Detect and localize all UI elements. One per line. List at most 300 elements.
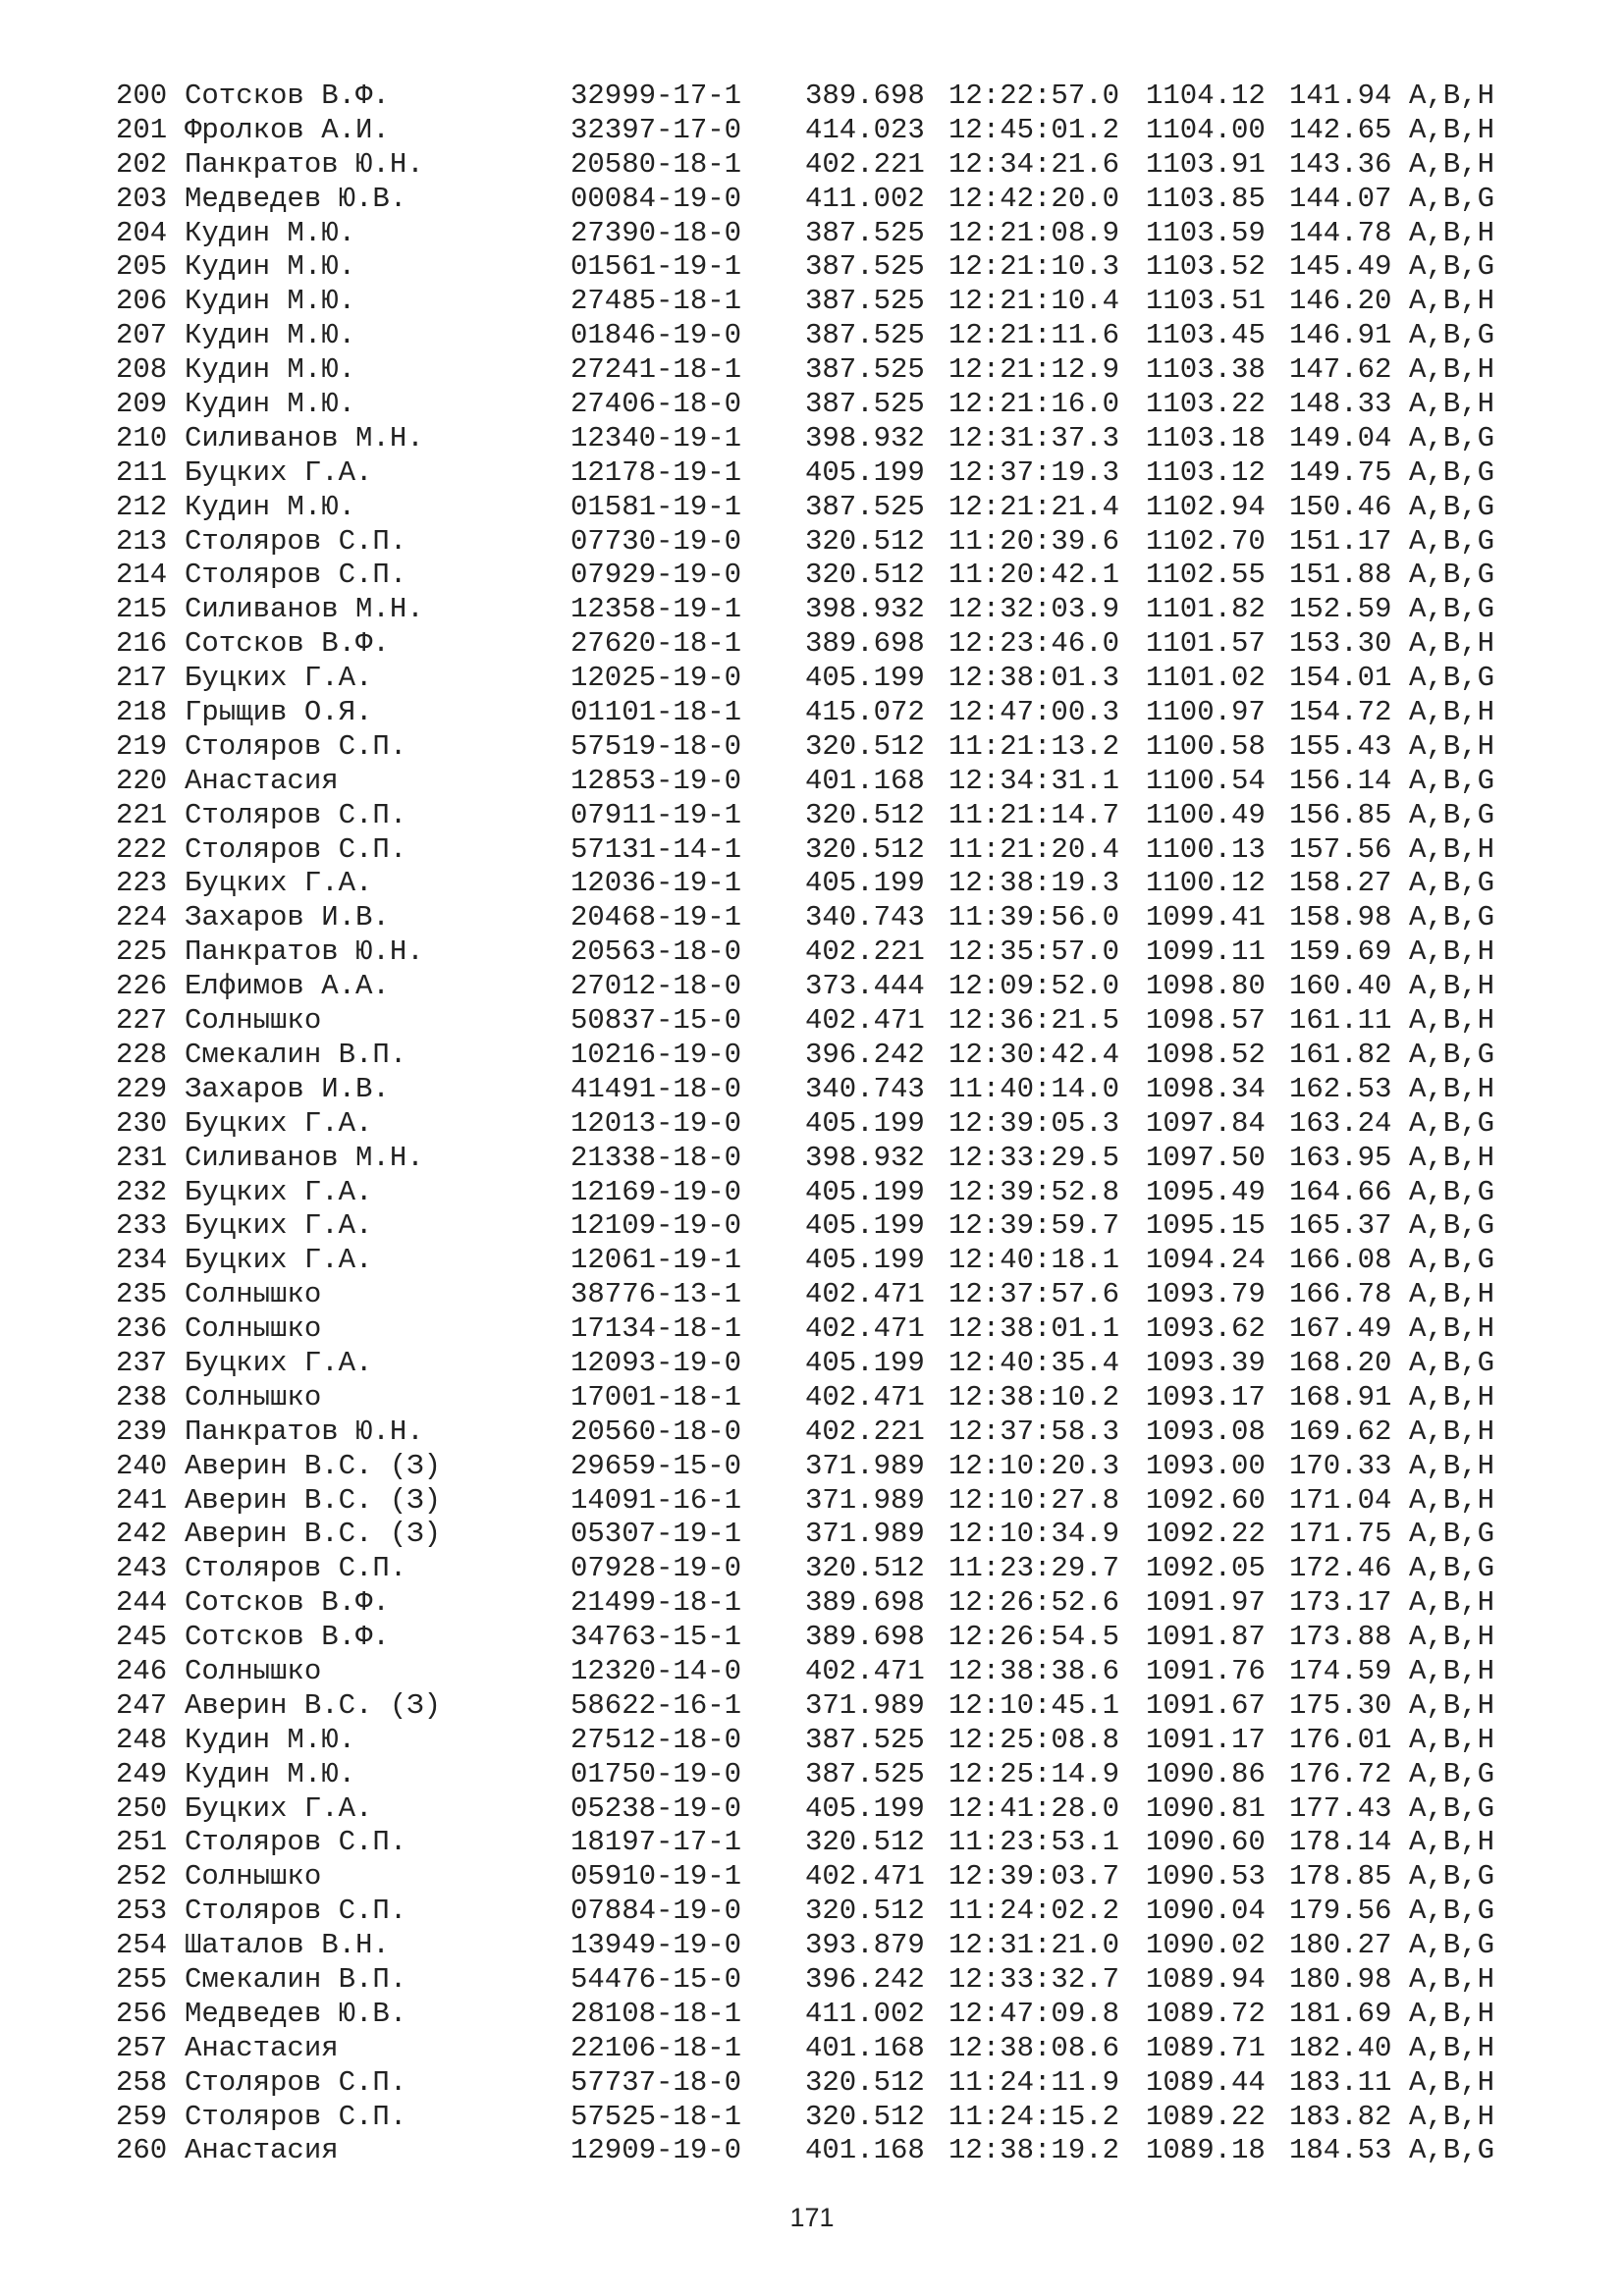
coefficient-value: 180.98 bbox=[1289, 1962, 1392, 1996]
ring-number: 00084-19-0 bbox=[570, 182, 742, 215]
ring-number: 01846-19-0 bbox=[570, 319, 742, 352]
arrival-time: 12:39:52.8 bbox=[948, 1175, 1120, 1208]
distance-value: 393.879 bbox=[805, 1929, 925, 1962]
ring-number: 07884-19-0 bbox=[570, 1895, 742, 1928]
fancier-name: Кудин М.Ю. bbox=[185, 388, 356, 421]
arrival-time: 12:38:08.6 bbox=[948, 2031, 1120, 2064]
ring-number: 18197-17-1 bbox=[570, 1826, 742, 1859]
category-list: A,B,H bbox=[1409, 696, 1495, 729]
ring-number: 12178-19-1 bbox=[570, 455, 742, 489]
speed-value: 1093.17 bbox=[1146, 1380, 1266, 1414]
distance-value: 389.698 bbox=[805, 1621, 925, 1654]
fancier-name: Буцких Г.А. bbox=[185, 1346, 373, 1379]
ring-number: 12853-19-0 bbox=[570, 764, 742, 797]
arrival-time: 12:10:45.1 bbox=[948, 1688, 1120, 1722]
arrival-time: 11:23:29.7 bbox=[948, 1552, 1120, 1585]
speed-value: 1092.60 bbox=[1146, 1483, 1266, 1517]
arrival-time: 12:36:21.5 bbox=[948, 1004, 1120, 1038]
distance-value: 387.525 bbox=[805, 216, 925, 249]
category-list: A,B,H bbox=[1409, 1621, 1495, 1654]
distance-value: 405.199 bbox=[805, 1244, 925, 1277]
ring-number: 14091-16-1 bbox=[570, 1483, 742, 1517]
category-list: A,B,G bbox=[1409, 1929, 1495, 1962]
fancier-name: Смекалин В.П. bbox=[185, 1962, 407, 1996]
fancier-name: Медведев Ю.В. bbox=[185, 1997, 407, 2030]
ring-number: 22106-18-1 bbox=[570, 2031, 742, 2064]
coefficient-value: 173.88 bbox=[1289, 1621, 1392, 1654]
coefficient-value: 158.98 bbox=[1289, 901, 1392, 934]
distance-value: 387.525 bbox=[805, 353, 925, 387]
fancier-name: Столяров С.П. bbox=[185, 559, 407, 592]
category-list: A,B,H bbox=[1409, 2031, 1495, 2064]
distance-value: 402.221 bbox=[805, 1415, 925, 1448]
speed-value: 1090.86 bbox=[1146, 1757, 1266, 1790]
place-number: 214 bbox=[116, 559, 168, 592]
category-list: A,B,H bbox=[1409, 353, 1495, 387]
coefficient-value: 158.27 bbox=[1289, 867, 1392, 900]
fancier-name: Панкратов Ю.Н. bbox=[185, 935, 424, 969]
speed-value: 1103.12 bbox=[1146, 455, 1266, 489]
arrival-time: 12:31:21.0 bbox=[948, 1929, 1120, 1962]
coefficient-value: 178.85 bbox=[1289, 1860, 1392, 1894]
place-number: 254 bbox=[116, 1929, 168, 1962]
fancier-name: Солнышко bbox=[185, 1278, 322, 1311]
arrival-time: 12:42:20.0 bbox=[948, 182, 1120, 215]
distance-value: 320.512 bbox=[805, 2100, 925, 2133]
place-number: 229 bbox=[116, 1072, 168, 1105]
place-number: 212 bbox=[116, 490, 168, 523]
coefficient-value: 146.20 bbox=[1289, 285, 1392, 318]
speed-value: 1095.49 bbox=[1146, 1175, 1266, 1208]
arrival-time: 11:21:13.2 bbox=[948, 729, 1120, 763]
place-number: 257 bbox=[116, 2031, 168, 2064]
ring-number: 13949-19-0 bbox=[570, 1929, 742, 1962]
arrival-time: 12:30:42.4 bbox=[948, 1038, 1120, 1071]
category-list: A,B,G bbox=[1409, 764, 1495, 797]
distance-value: 405.199 bbox=[805, 1346, 925, 1379]
speed-value: 1091.17 bbox=[1146, 1723, 1266, 1756]
place-number: 231 bbox=[116, 1141, 168, 1174]
speed-value: 1098.80 bbox=[1146, 970, 1266, 1003]
distance-value: 402.221 bbox=[805, 147, 925, 181]
fancier-name: Буцких Г.А. bbox=[185, 1791, 373, 1825]
coefficient-value: 159.69 bbox=[1289, 935, 1392, 969]
arrival-time: 12:22:57.0 bbox=[948, 80, 1120, 112]
ring-number: 32999-17-1 bbox=[570, 80, 742, 112]
distance-value: 320.512 bbox=[805, 1895, 925, 1928]
category-list: A,B,H bbox=[1409, 147, 1495, 181]
fancier-name: Анастасия bbox=[185, 2134, 339, 2167]
ring-number: 12109-19-0 bbox=[570, 1209, 742, 1243]
fancier-name: Панкратов Ю.Н. bbox=[185, 1415, 424, 1448]
speed-value: 1103.38 bbox=[1146, 353, 1266, 387]
category-list: A,B,G bbox=[1409, 662, 1495, 695]
category-list: A,B,H bbox=[1409, 1688, 1495, 1722]
fancier-name: Буцких Г.А. bbox=[185, 1106, 373, 1140]
distance-value: 387.525 bbox=[805, 250, 925, 284]
coefficient-value: 166.08 bbox=[1289, 1244, 1392, 1277]
fancier-name: Кудин М.Ю. bbox=[185, 250, 356, 284]
ring-number: 29659-15-0 bbox=[570, 1449, 742, 1482]
arrival-time: 12:21:21.4 bbox=[948, 490, 1120, 523]
arrival-time: 11:24:02.2 bbox=[948, 1895, 1120, 1928]
distance-value: 387.525 bbox=[805, 285, 925, 318]
coefficient-value: 182.40 bbox=[1289, 2031, 1392, 2064]
speed-value: 1099.41 bbox=[1146, 901, 1266, 934]
arrival-time: 12:33:32.7 bbox=[948, 1962, 1120, 1996]
speed-value: 1101.02 bbox=[1146, 662, 1266, 695]
coefficient-value: 149.04 bbox=[1289, 421, 1392, 454]
fancier-name: Аверин В.С. (З) bbox=[185, 1483, 442, 1517]
ring-number: 01581-19-1 bbox=[570, 490, 742, 523]
category-list: A,B,H bbox=[1409, 285, 1495, 318]
category-list: A,B,G bbox=[1409, 1038, 1495, 1071]
arrival-time: 12:37:19.3 bbox=[948, 455, 1120, 489]
coefficient-value: 163.24 bbox=[1289, 1106, 1392, 1140]
ring-number: 12358-19-1 bbox=[570, 593, 742, 626]
arrival-time: 12:38:19.3 bbox=[948, 867, 1120, 900]
arrival-time: 11:21:14.7 bbox=[948, 798, 1120, 831]
speed-value: 1102.94 bbox=[1146, 490, 1266, 523]
ring-number: 12093-19-0 bbox=[570, 1346, 742, 1379]
category-list: A,B,H bbox=[1409, 1449, 1495, 1482]
ring-number: 12013-19-0 bbox=[570, 1106, 742, 1140]
category-list: A,B,G bbox=[1409, 867, 1495, 900]
category-list: A,B,G bbox=[1409, 1518, 1495, 1551]
distance-value: 411.002 bbox=[805, 1997, 925, 2030]
ring-number: 07911-19-1 bbox=[570, 798, 742, 831]
fancier-name: Кудин М.Ю. bbox=[185, 285, 356, 318]
speed-value: 1100.49 bbox=[1146, 798, 1266, 831]
category-list: A,B,H bbox=[1409, 832, 1495, 866]
arrival-time: 12:38:38.6 bbox=[948, 1654, 1120, 1687]
distance-value: 396.242 bbox=[805, 1038, 925, 1071]
place-number: 223 bbox=[116, 867, 168, 900]
category-list: A,B,H bbox=[1409, 2065, 1495, 2099]
arrival-time: 12:47:09.8 bbox=[948, 1997, 1120, 2030]
place-number: 241 bbox=[116, 1483, 168, 1517]
fancier-name: Аверин В.С. (З) bbox=[185, 1688, 442, 1722]
speed-value: 1093.62 bbox=[1146, 1312, 1266, 1346]
ring-number: 21499-18-1 bbox=[570, 1586, 742, 1620]
arrival-time: 12:38:01.1 bbox=[948, 1312, 1120, 1346]
arrival-time: 12:47:00.3 bbox=[948, 696, 1120, 729]
category-list: A,B,H bbox=[1409, 1415, 1495, 1448]
place-number: 201 bbox=[116, 113, 168, 146]
place-number: 246 bbox=[116, 1654, 168, 1687]
fancier-name: Солнышко bbox=[185, 1654, 322, 1687]
ring-number: 27512-18-0 bbox=[570, 1723, 742, 1756]
arrival-time: 11:24:11.9 bbox=[948, 2065, 1120, 2099]
ring-number: 32397-17-0 bbox=[570, 113, 742, 146]
distance-value: 320.512 bbox=[805, 2065, 925, 2099]
speed-value: 1093.39 bbox=[1146, 1346, 1266, 1379]
speed-value: 1093.08 bbox=[1146, 1415, 1266, 1448]
ring-number: 07929-19-0 bbox=[570, 559, 742, 592]
ring-number: 27241-18-1 bbox=[570, 353, 742, 387]
ring-number: 27390-18-0 bbox=[570, 216, 742, 249]
category-list: A,B,H bbox=[1409, 935, 1495, 969]
place-number: 249 bbox=[116, 1757, 168, 1790]
place-number: 217 bbox=[116, 662, 168, 695]
distance-value: 405.199 bbox=[805, 867, 925, 900]
arrival-time: 12:33:29.5 bbox=[948, 1141, 1120, 1174]
speed-value: 1103.59 bbox=[1146, 216, 1266, 249]
coefficient-value: 151.17 bbox=[1289, 524, 1392, 558]
ring-number: 57519-18-0 bbox=[570, 729, 742, 763]
arrival-time: 12:34:31.1 bbox=[948, 764, 1120, 797]
fancier-name: Буцких Г.А. bbox=[185, 867, 373, 900]
distance-value: 402.471 bbox=[805, 1004, 925, 1038]
distance-value: 373.444 bbox=[805, 970, 925, 1003]
coefficient-value: 180.27 bbox=[1289, 1929, 1392, 1962]
ring-number: 10216-19-0 bbox=[570, 1038, 742, 1071]
fancier-name: Столяров С.П. bbox=[185, 832, 407, 866]
category-list: A,B,G bbox=[1409, 182, 1495, 215]
arrival-time: 12:37:58.3 bbox=[948, 1415, 1120, 1448]
arrival-time: 11:20:39.6 bbox=[948, 524, 1120, 558]
fancier-name: Столяров С.П. bbox=[185, 1895, 407, 1928]
arrival-time: 11:24:15.2 bbox=[948, 2100, 1120, 2133]
speed-value: 1091.97 bbox=[1146, 1586, 1266, 1620]
speed-value: 1094.24 bbox=[1146, 1244, 1266, 1277]
speed-value: 1090.02 bbox=[1146, 1929, 1266, 1962]
coefficient-value: 154.01 bbox=[1289, 662, 1392, 695]
speed-value: 1092.05 bbox=[1146, 1552, 1266, 1585]
place-number: 230 bbox=[116, 1106, 168, 1140]
speed-value: 1093.00 bbox=[1146, 1449, 1266, 1482]
place-number: 255 bbox=[116, 1962, 168, 1996]
coefficient-value: 183.82 bbox=[1289, 2100, 1392, 2133]
category-list: A,B,H bbox=[1409, 627, 1495, 661]
coefficient-value: 179.56 bbox=[1289, 1895, 1392, 1928]
distance-value: 387.525 bbox=[805, 1723, 925, 1756]
distance-value: 387.525 bbox=[805, 388, 925, 421]
coefficient-value: 168.20 bbox=[1289, 1346, 1392, 1379]
category-list: A,B,H bbox=[1409, 970, 1495, 1003]
distance-value: 402.221 bbox=[805, 935, 925, 969]
distance-value: 401.168 bbox=[805, 764, 925, 797]
distance-value: 402.471 bbox=[805, 1380, 925, 1414]
speed-value: 1095.15 bbox=[1146, 1209, 1266, 1243]
coefficient-value: 170.33 bbox=[1289, 1449, 1392, 1482]
category-list: A,B,G bbox=[1409, 490, 1495, 523]
coefficient-value: 181.69 bbox=[1289, 1997, 1392, 2030]
arrival-time: 12:10:34.9 bbox=[948, 1518, 1120, 1551]
coefficient-value: 176.01 bbox=[1289, 1723, 1392, 1756]
fancier-name: Силиванов М.Н. bbox=[185, 421, 424, 454]
distance-value: 389.698 bbox=[805, 80, 925, 112]
category-list: A,B,H bbox=[1409, 1141, 1495, 1174]
place-number: 207 bbox=[116, 319, 168, 352]
category-list: A,B,G bbox=[1409, 1791, 1495, 1825]
ring-number: 01561-19-1 bbox=[570, 250, 742, 284]
place-number: 253 bbox=[116, 1895, 168, 1928]
distance-value: 405.199 bbox=[805, 1175, 925, 1208]
arrival-time: 11:39:56.0 bbox=[948, 901, 1120, 934]
distance-value: 402.471 bbox=[805, 1312, 925, 1346]
ring-number: 58622-16-1 bbox=[570, 1688, 742, 1722]
ring-number: 20560-18-0 bbox=[570, 1415, 742, 1448]
speed-value: 1104.12 bbox=[1146, 80, 1266, 112]
coefficient-value: 171.04 bbox=[1289, 1483, 1392, 1517]
fancier-name: Силиванов М.Н. bbox=[185, 593, 424, 626]
place-number: 227 bbox=[116, 1004, 168, 1038]
category-list: A,B,H bbox=[1409, 1723, 1495, 1756]
place-number: 204 bbox=[116, 216, 168, 249]
ring-number: 12061-19-1 bbox=[570, 1244, 742, 1277]
speed-value: 1098.52 bbox=[1146, 1038, 1266, 1071]
place-number: 250 bbox=[116, 1791, 168, 1825]
fancier-name: Анастасия bbox=[185, 2031, 339, 2064]
ring-number: 05238-19-0 bbox=[570, 1791, 742, 1825]
arrival-time: 12:39:05.3 bbox=[948, 1106, 1120, 1140]
arrival-time: 12:38:19.2 bbox=[948, 2134, 1120, 2167]
fancier-name: Кудин М.Ю. bbox=[185, 353, 356, 387]
speed-value: 1089.71 bbox=[1146, 2031, 1266, 2064]
place-number: 248 bbox=[116, 1723, 168, 1756]
coefficient-value: 156.85 bbox=[1289, 798, 1392, 831]
place-number: 210 bbox=[116, 421, 168, 454]
place-number: 260 bbox=[116, 2134, 168, 2167]
fancier-name: Аверин В.С. (З) bbox=[185, 1518, 442, 1551]
speed-value: 1103.51 bbox=[1146, 285, 1266, 318]
place-number: 226 bbox=[116, 970, 168, 1003]
fancier-name: Фролков А.И. bbox=[185, 113, 390, 146]
distance-value: 320.512 bbox=[805, 524, 925, 558]
category-list: A,B,H bbox=[1409, 1826, 1495, 1859]
place-number: 247 bbox=[116, 1688, 168, 1722]
place-number: 205 bbox=[116, 250, 168, 284]
distance-value: 340.743 bbox=[805, 901, 925, 934]
ring-number: 50837-15-0 bbox=[570, 1004, 742, 1038]
ring-number: 57737-18-0 bbox=[570, 2065, 742, 2099]
ring-number: 12036-19-1 bbox=[570, 867, 742, 900]
speed-value: 1093.79 bbox=[1146, 1278, 1266, 1311]
category-list: A,B,G bbox=[1409, 250, 1495, 284]
category-list: A,B,G bbox=[1409, 1552, 1495, 1585]
speed-value: 1090.53 bbox=[1146, 1860, 1266, 1894]
category-list: A,B,H bbox=[1409, 1278, 1495, 1311]
category-list: A,B,H bbox=[1409, 80, 1495, 112]
distance-value: 320.512 bbox=[805, 559, 925, 592]
arrival-time: 11:21:20.4 bbox=[948, 832, 1120, 866]
place-number: 211 bbox=[116, 455, 168, 489]
arrival-time: 12:32:03.9 bbox=[948, 593, 1120, 626]
coefficient-value: 152.59 bbox=[1289, 593, 1392, 626]
arrival-time: 12:23:46.0 bbox=[948, 627, 1120, 661]
place-number: 242 bbox=[116, 1518, 168, 1551]
fancier-name: Сотсков В.Ф. bbox=[185, 80, 390, 112]
fancier-name: Солнышко bbox=[185, 1312, 322, 1346]
distance-value: 320.512 bbox=[805, 798, 925, 831]
coefficient-value: 146.91 bbox=[1289, 319, 1392, 352]
speed-value: 1102.70 bbox=[1146, 524, 1266, 558]
place-number: 238 bbox=[116, 1380, 168, 1414]
coefficient-value: 147.62 bbox=[1289, 353, 1392, 387]
place-number: 252 bbox=[116, 1860, 168, 1894]
category-list: A,B,H bbox=[1409, 1962, 1495, 1996]
arrival-time: 12:10:20.3 bbox=[948, 1449, 1120, 1482]
category-list: A,B,H bbox=[1409, 1586, 1495, 1620]
speed-value: 1097.84 bbox=[1146, 1106, 1266, 1140]
ring-number: 17134-18-1 bbox=[570, 1312, 742, 1346]
coefficient-value: 148.33 bbox=[1289, 388, 1392, 421]
category-list: A,B,G bbox=[1409, 455, 1495, 489]
coefficient-value: 145.49 bbox=[1289, 250, 1392, 284]
ring-number: 12320-14-0 bbox=[570, 1654, 742, 1687]
coefficient-value: 142.65 bbox=[1289, 113, 1392, 146]
coefficient-value: 177.43 bbox=[1289, 1791, 1392, 1825]
ring-number: 07730-19-0 bbox=[570, 524, 742, 558]
distance-value: 320.512 bbox=[805, 729, 925, 763]
category-list: A,B,G bbox=[1409, 1209, 1495, 1243]
speed-value: 1101.82 bbox=[1146, 593, 1266, 626]
arrival-time: 12:38:10.2 bbox=[948, 1380, 1120, 1414]
place-number: 220 bbox=[116, 764, 168, 797]
speed-value: 1091.67 bbox=[1146, 1688, 1266, 1722]
place-number: 216 bbox=[116, 627, 168, 661]
category-list: A,B,H bbox=[1409, 1380, 1495, 1414]
ring-number: 05307-19-1 bbox=[570, 1518, 742, 1551]
speed-value: 1089.44 bbox=[1146, 2065, 1266, 2099]
coefficient-value: 143.36 bbox=[1289, 147, 1392, 181]
fancier-name: Кудин М.Ю. bbox=[185, 490, 356, 523]
distance-value: 389.698 bbox=[805, 627, 925, 661]
speed-value: 1090.81 bbox=[1146, 1791, 1266, 1825]
arrival-time: 12:25:14.9 bbox=[948, 1757, 1120, 1790]
distance-value: 402.471 bbox=[805, 1860, 925, 1894]
place-number: 251 bbox=[116, 1826, 168, 1859]
ring-number: 07928-19-0 bbox=[570, 1552, 742, 1585]
speed-value: 1104.00 bbox=[1146, 113, 1266, 146]
coefficient-value: 160.40 bbox=[1289, 970, 1392, 1003]
distance-value: 320.512 bbox=[805, 1826, 925, 1859]
fancier-name: Буцких Г.А. bbox=[185, 455, 373, 489]
coefficient-value: 141.94 bbox=[1289, 80, 1392, 112]
speed-value: 1100.58 bbox=[1146, 729, 1266, 763]
arrival-time: 12:37:57.6 bbox=[948, 1278, 1120, 1311]
page-number: 171 bbox=[789, 2203, 835, 2232]
coefficient-value: 154.72 bbox=[1289, 696, 1392, 729]
arrival-time: 12:40:18.1 bbox=[948, 1244, 1120, 1277]
distance-value: 340.743 bbox=[805, 1072, 925, 1105]
speed-value: 1089.72 bbox=[1146, 1997, 1266, 2030]
coefficient-value: 161.11 bbox=[1289, 1004, 1392, 1038]
coefficient-value: 166.78 bbox=[1289, 1278, 1392, 1311]
fancier-name: Сотсков В.Ф. bbox=[185, 1586, 390, 1620]
arrival-time: 12:21:12.9 bbox=[948, 353, 1120, 387]
fancier-name: Анастасия bbox=[185, 764, 339, 797]
category-list: A,B,G bbox=[1409, 1346, 1495, 1379]
ring-number: 01750-19-0 bbox=[570, 1757, 742, 1790]
fancier-name: Солнышко bbox=[185, 1004, 322, 1038]
fancier-name: Кудин М.Ю. bbox=[185, 1723, 356, 1756]
ring-number: 12169-19-0 bbox=[570, 1175, 742, 1208]
coefficient-value: 161.82 bbox=[1289, 1038, 1392, 1071]
coefficient-value: 176.72 bbox=[1289, 1757, 1392, 1790]
category-list: A,B,G bbox=[1409, 1244, 1495, 1277]
distance-value: 405.199 bbox=[805, 1106, 925, 1140]
fancier-name: Панкратов Ю.Н. bbox=[185, 147, 424, 181]
distance-value: 398.932 bbox=[805, 593, 925, 626]
distance-value: 371.989 bbox=[805, 1449, 925, 1482]
place-number: 234 bbox=[116, 1244, 168, 1277]
category-list: A,B,H bbox=[1409, 2100, 1495, 2133]
category-list: A,B,G bbox=[1409, 1175, 1495, 1208]
place-number: 243 bbox=[116, 1552, 168, 1585]
category-list: A,B,G bbox=[1409, 1757, 1495, 1790]
